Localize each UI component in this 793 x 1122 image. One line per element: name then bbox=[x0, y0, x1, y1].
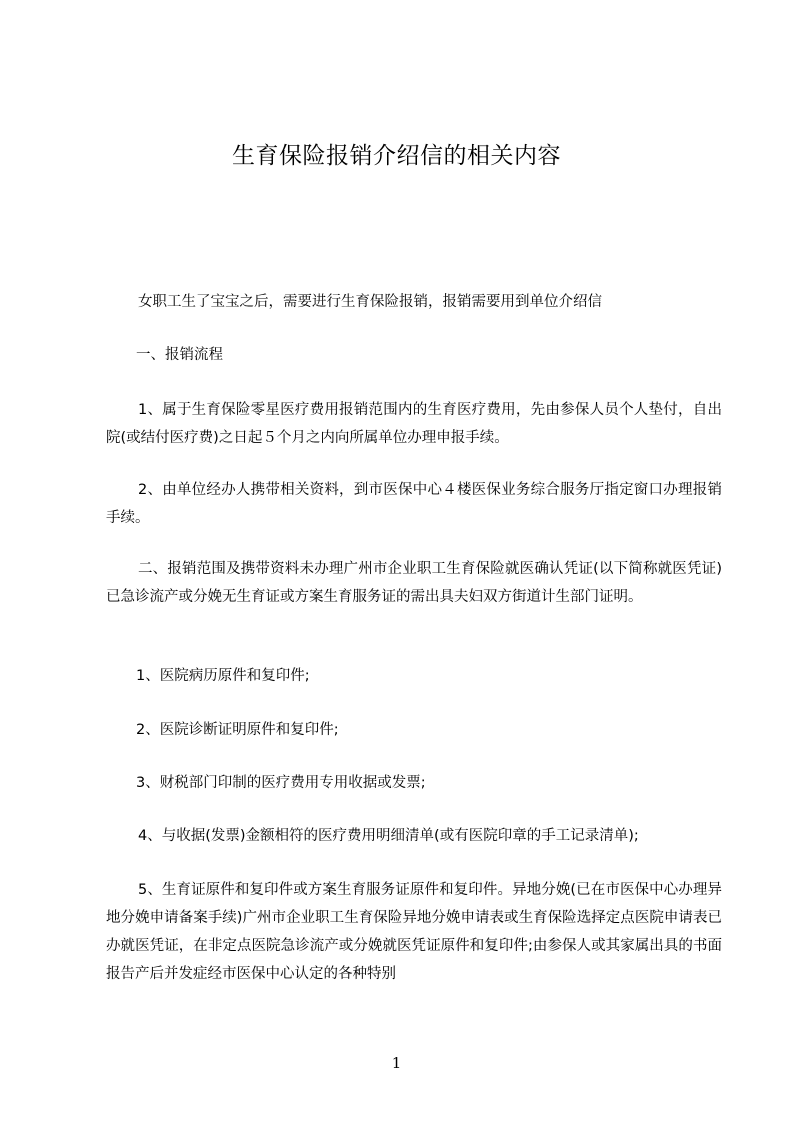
process-step-2: 2、由单位经办人携带相关资料，到市医保中心４楼医保业务综合服务厅指定窗口办理报销手续。 bbox=[106, 482, 722, 526]
material-item-4: 4、与收据(发票)金额相符的医疗费用明细清单(或有医院印章的手工记录清单); bbox=[138, 828, 639, 844]
material-item-3: 3、财税部门印制的医疗费用专用收据或发票; bbox=[136, 775, 426, 791]
material-item-5: 5、生育证原件和复印件或方案生育服务证原件和复印件。异地分娩(已在市医保中心办理异地分娩申请备案手续)广州市企业职工生育保险异地分娩申请表或生育保险选择定点医院申请表已办就医凭证，在非定点医院急诊流产或分娩就医凭证原件和复印件;由参保人或其家属出具的书面报告产后并发症经市医保中心认定的各种特别 bbox=[106, 882, 722, 982]
material-item-1: 1、医院病历原件和复印件; bbox=[136, 668, 310, 684]
document-title: 生育保险报销介绍信的相关内容 bbox=[232, 143, 561, 169]
intro-paragraph: 女职工生了宝宝之后，需要进行生育保险报销，报销需要用到单位介绍信 bbox=[138, 294, 602, 310]
section-heading-scope: 二、报销范围及携带资料未办理广州市企业职工生育保险就医确认凭证(以下简称就医凭证)已急诊流产或分娩无生育证或方案生育服务证的需出具夫妇双方街道计生部门证明。 bbox=[106, 561, 722, 605]
process-step-1: 1、属于生育保险零星医疗费用报销范围内的生育医疗费用，先由参保人员个人垫付，自出院(或结付医疗费)之日起５个月之内向所属单位办理申报手续。 bbox=[106, 402, 722, 446]
page-number: 1 bbox=[391, 1054, 402, 1072]
section-heading-process: 一、报销流程 bbox=[136, 347, 223, 363]
material-item-2: 2、医院诊断证明原件和复印件; bbox=[136, 722, 339, 738]
